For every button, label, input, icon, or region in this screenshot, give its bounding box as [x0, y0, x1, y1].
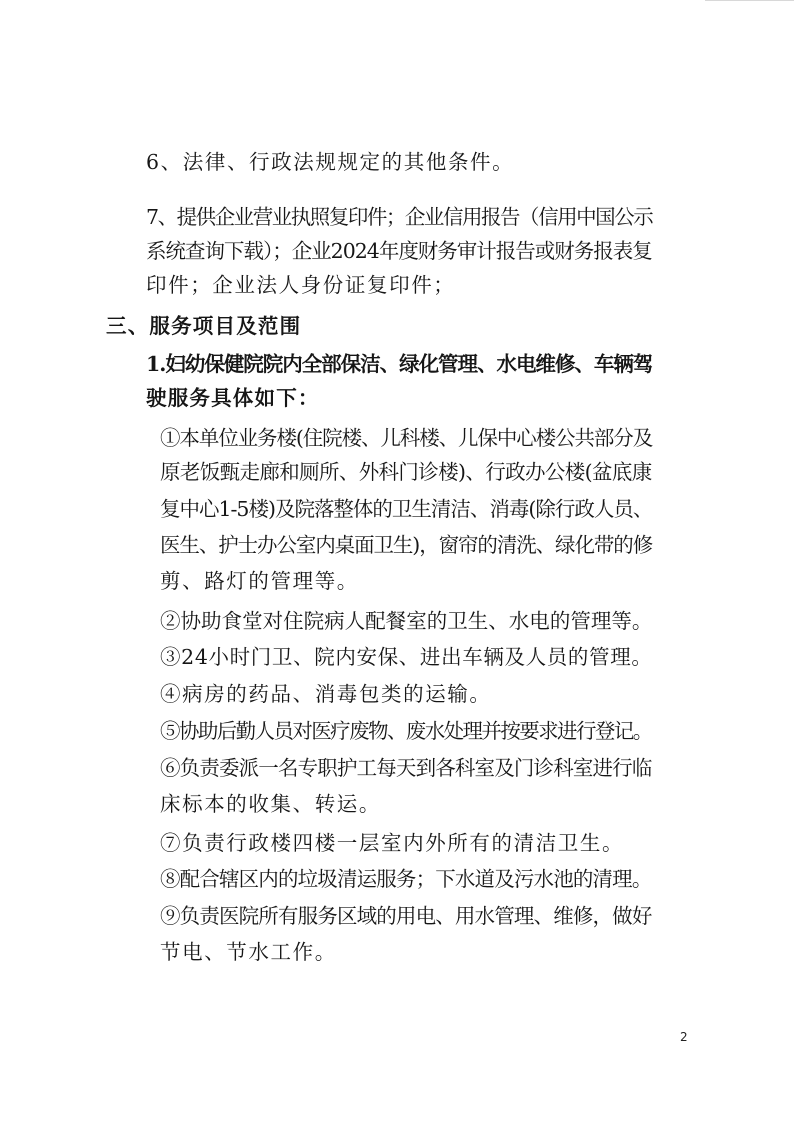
- text-line-c1-l5: 剪、路灯的管理等。: [160, 569, 359, 593]
- text-line-c6-l2: 床标本的收集、转运。: [160, 792, 381, 816]
- text-line-c7: ⑦负责行政楼四楼一层室内外所有的清洁卫生。: [160, 831, 625, 855]
- scan-edge-mark: [705, 0, 794, 1]
- text-line-item7-l2: 系统查询下载）；企业2024年度财务审计报告或财务报表复: [146, 239, 652, 263]
- text-line-item7-l1: 7、提供企业营业执照复印件；企业信用报告（信用中国公示: [146, 205, 653, 229]
- page-number: 2: [680, 1030, 688, 1044]
- text-line-c9-l2: 节电、节水工作。: [160, 940, 337, 964]
- text-line-item7-l3: 印件；企业法人身份证复印件；: [146, 273, 456, 297]
- text-line-c1-l4: 医生、护士办公室内桌面卫生)，窗帘的清洗、绿化带的修: [160, 533, 653, 557]
- text-line-c2: ②协助食堂对住院病人配餐室的卫生、水电的管理等。: [160, 609, 653, 633]
- text-line-c1-l2: 原老饭甄走廊和厕所、外科门诊楼)、行政办公楼(盆底康: [160, 460, 652, 484]
- text-line-sub1-l2: 驶服务具体如下：: [146, 386, 320, 410]
- text-line-c9-l1: ⑨负责医院所有服务区域的用电、用水管理、维修，做好: [160, 904, 652, 928]
- text-line-c4: ④病房的药品、消毒包类的运输。: [160, 682, 492, 706]
- text-line-c3: ③24小时门卫、院内安保、进出车辆及人员的管理。: [160, 645, 653, 669]
- text-line-c1-l1: ①本单位业务楼(住院楼、儿科楼、儿保中心楼公共部分及: [160, 426, 653, 450]
- text-line-c6-l1: ⑥负责委派一名专职护工每天到各科室及门诊科室进行临: [160, 756, 652, 780]
- text-line-item6: 6、法律、行政法规规定的其他条件。: [146, 150, 515, 174]
- text-line-section3: 三、服务项目及范围: [106, 314, 302, 338]
- text-line-c5: ⑤协助后勤人员对医疗废物、废水处理并按要求进行登记。: [160, 719, 652, 743]
- text-line-sub1-l1: 1.妇幼保健院院内全部保洁、绿化管理、水电维修、车辆驾: [146, 352, 653, 376]
- text-line-c1-l3: 复中心1-5楼)及院落整体的卫生清洁、消毒(除行政人员、: [160, 497, 653, 521]
- text-line-c8: ⑧配合辖区内的垃圾清运服务；下水道及污水池的清理。: [160, 867, 652, 891]
